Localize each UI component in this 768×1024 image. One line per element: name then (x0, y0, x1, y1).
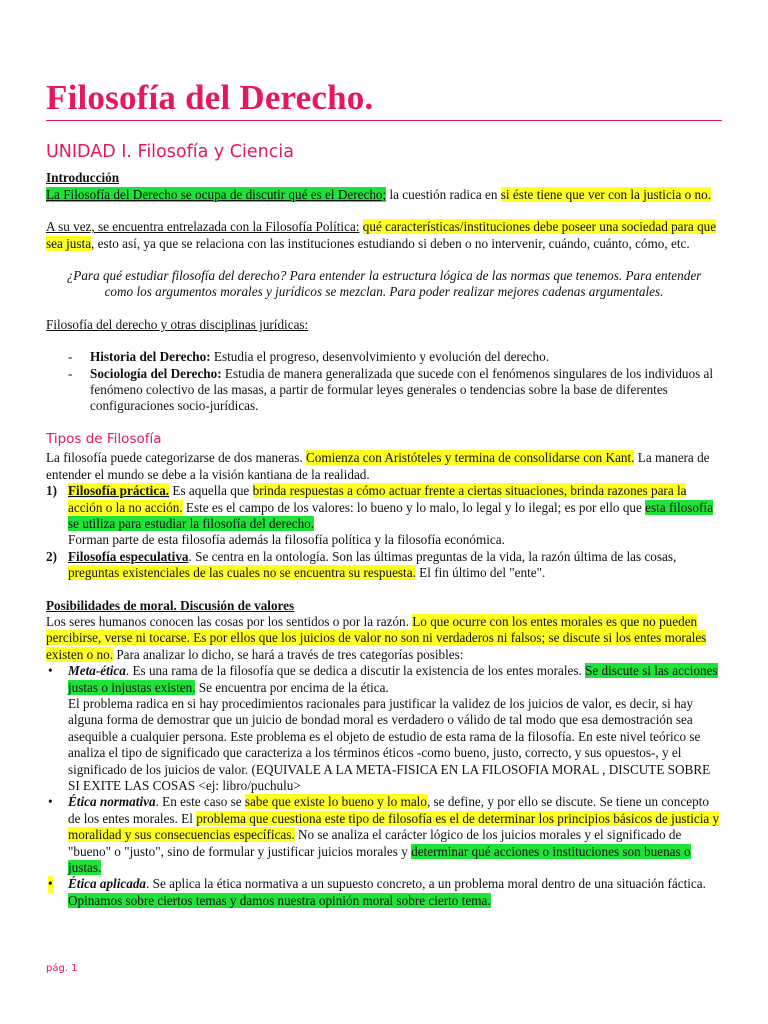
moral-paragraph: Los seres humanos conocen las cosas por los sentidos o por la razón. Lo que ocurre con los entes morales es que no pueden percibirse, verse ni tocarse. Es por ellos que los juicios de valor no son ni verdaderos ni falsos; se discute si los entes morales existen o no. Para analizar lo dicho, se hará a través de tres categorías posibles: (46, 613, 707, 662)
intro-heading: Introducción (46, 170, 120, 186)
disciplines-list (46, 349, 722, 415)
highlight-text: La Filosofía del Derecho se ocupa de discutir qué es el Derecho; (46, 186, 387, 202)
highlight-text: Comienza con Aristóteles y termina de consolidarse con Kant. (305, 450, 635, 466)
moral-list (46, 663, 722, 909)
highlight-text: esta filosofía se utiliza para estudiar la filosofía del derecho. (68, 499, 713, 531)
document-title: Filosofía del Derecho. (46, 78, 374, 117)
list-item: - Sociología del Derecho: Estudia de manera generalizada que sucede con el fenómenos singulares de los individuos al fenómeno colectivo de las masas, a partir de formular leyes generales o tendencias sobre la base de diferentes configuraciones socio-jurídicas. (68, 365, 714, 414)
highlight-text: Filosofía práctica. (68, 483, 170, 499)
tipos-paragraph: La filosofía puede categorizarse de dos maneras. Comienza con Aristóteles y termina de consolidarse con Kant. La manera de entender el mundo se debe a la visión kantiana de la realidad. (46, 450, 710, 482)
list-item: • Meta-ética. Es una rama de la filosofía que se dedica a discutir la existencia de los entes morales. Se discute si las acciones justas o injustas existen. Se encuentra por encima de la ética. El problema radica en si hay procedimientos racionales para justificar la validez de los juicios de valor, es decir, si hay alguna forma de demostrar que un juicio de bondad moral es verdadero o válido de tal modo que esa demostración sea asequible a cualquier persona. Este problema es el objeto de estudio de esta rama de la filosofía. En este nivel teórico se analiza el tipo de significado que caracteriza a los términos éticos -como bueno, justo, correcto, y sus opuestos-, y el significado de los juicios de valor. (EQUIVALE A LA META-FISICA EN LA FILOSOFIA MORAL , DISCUTE SOBRE SI EXITE LAS COSAS <ej: libro/puchulu> (48, 663, 718, 793)
highlight-text: si éste tiene que ver con la justicia o no. (500, 186, 711, 202)
title-divider (46, 120, 722, 121)
highlight-text: problema que cuestiona este tipo de filosofía es el de determinar los principios básicos de justicia y moralidad y sus consecuencias específicas. (68, 810, 720, 843)
highlight-text: preguntas existenciales de las cuales no se encuentra su respuesta. (68, 565, 416, 581)
intro-paragraph-1: La Filosofía del Derecho se ocupa de discutir qué es el Derecho; la cuestión radica en si éste tiene que ver con la justicia o no. (46, 186, 711, 202)
intro-paragraph-2: A su vez, se encuentra entrelazada con la Filosofía Política: qué características/instituciones debe poseer una sociedad para que sea justa, esto así, ya que se relaciona con las instituciones estudiando si deben o no intervenir, cuándo, cuánto, cómo, etc. (46, 219, 717, 251)
list-item: • Ética aplicada. Se aplica la ética normativa a un supuesto concreto, a un problema moral dentro de una situación fáctica. Opinamos sobre ciertos temas y damos nuestra opinión moral sobre cierto tema. (48, 876, 706, 908)
list-item: • Ética normativa. En este caso se sabe que existe lo bueno y lo malo, se define, y por ello se discute. Se tiene un concepto de los entes morales. El problema que cuestiona este tipo de filosofía es el de determinar los principios básicos de justicia y moralidad y sus consecuencias específicas. No se analiza el carácter lógico de los juicios morales y el significado de "bueno" o "justo", sino de formular y justificar juicios morales y determinar qué acciones o instituciones son buenas o justas. (48, 794, 720, 876)
highlight-text: determinar qué acciones o instituciones son buenas o justas. (68, 843, 691, 876)
highlight-text: Opinamos sobre ciertos temas y damos nuestra opinión moral sobre cierto tema. (68, 892, 491, 908)
list-item: - Historia del Derecho: Estudia el progreso, desenvolvimiento y evolución del derecho. (68, 349, 550, 365)
moral-heading: Posibilidades de moral. Discusión de valores (46, 597, 295, 613)
page-number: pág. 1 (46, 963, 78, 974)
document-body (46, 140, 722, 909)
list-item: 2) Filosofía especulativa. Se centra en la ontología. Son las últimas preguntas de la vida, la razón última de las cosas, preguntas existenciales de las cuales no se encuentra su respuesta. El fin último del "ente". (46, 548, 677, 581)
disciplines-title: Filosofía del derecho y otras disciplinas jurídicas: (46, 316, 309, 332)
tipos-heading: Tipos de Filosofía (46, 430, 162, 447)
unit-heading: UNIDAD I. Filosofía y Ciencia (46, 142, 294, 162)
highlight-text: brinda respuestas a cómo actuar frente a ciertas situaciones, brinda razones para la acción o la no acción. (68, 483, 687, 515)
intro-quote: ¿Para qué estudiar filosofía del derecho? Para entender la estructura lógica de las normas que tenemos. Para entender como los argumentos morales y jurídicos se mezclan. Para poder realizar mejores cadenas argumentales. (66, 268, 702, 300)
highlight-text: sabe que existe lo bueno y lo malo (244, 794, 427, 810)
tipos-list (46, 483, 722, 581)
highlight-text: Se discute si las acciones justas o injustas existen. (68, 663, 718, 695)
list-item: 1) Filosofía práctica. Es aquella que brinda respuestas a cómo actuar frente a ciertas situaciones, brinda razones para la acción o la no acción. Este es el campo de los valores: lo bueno y lo malo, lo legal y lo ilegal; es por ello que esta filosofía se utiliza para estudiar la filosofía del derecho. Forman parte de esta filosofía además la filosofía política y la filosofía económica. (46, 483, 713, 548)
highlight-text: qué características/instituciones debe poseer una sociedad para que sea justa (46, 219, 717, 251)
highlight-text: Lo que ocurre con los entes morales es que no pueden percibirse, verse ni tocarse. Es por ellos que los juicios de valor no son ni verdaderos ni falsos; se discute si los entes morales existen o no. (46, 613, 707, 662)
